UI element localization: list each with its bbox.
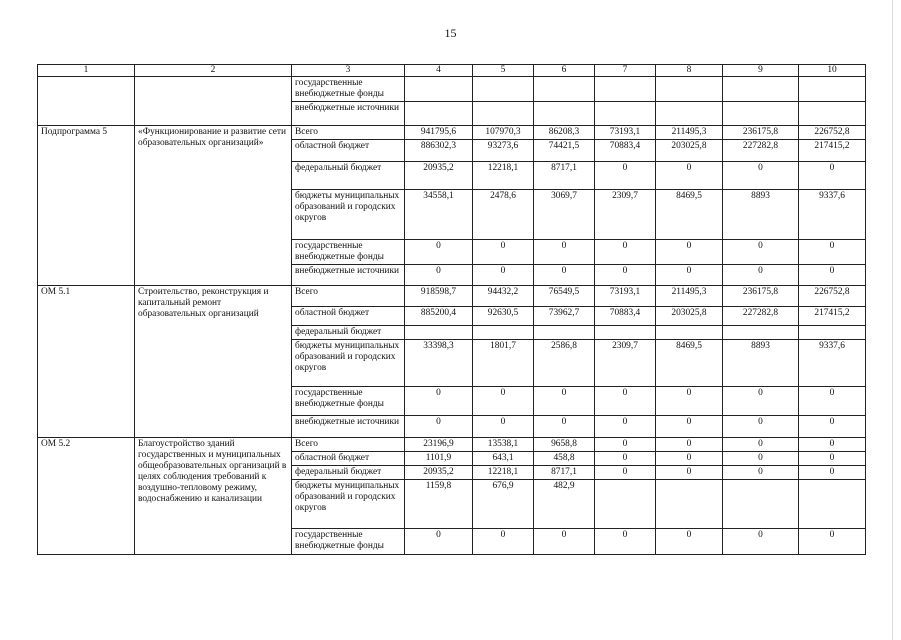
- amount-cell: 0: [723, 466, 799, 480]
- amount-cell: 0: [405, 529, 473, 555]
- amount-cell: 458,8: [534, 452, 595, 466]
- amount-cell: 0: [595, 387, 656, 416]
- amount-cell: [473, 326, 534, 340]
- amount-cell: 0: [534, 416, 595, 438]
- amount-cell: 73193,1: [595, 126, 656, 140]
- column-header: 3: [292, 65, 405, 77]
- budget-table: [37, 64, 866, 555]
- amount-cell: 211495,3: [656, 126, 723, 140]
- column-header: 4: [405, 65, 473, 77]
- amount-cell: 23196,9: [405, 438, 473, 452]
- funding-source-cell: областной бюджет: [292, 307, 405, 326]
- amount-cell: 8717,1: [534, 162, 595, 190]
- amount-cell: 0: [799, 387, 866, 416]
- amount-cell: [656, 102, 723, 126]
- amount-cell: [595, 326, 656, 340]
- table-row: [38, 77, 866, 102]
- amount-cell: 70883,4: [595, 307, 656, 326]
- amount-cell: 2586,8: [534, 340, 595, 387]
- program-code-cell: Подпрограмма 5: [38, 126, 135, 286]
- amount-cell: [723, 102, 799, 126]
- amount-cell: 886302,3: [405, 140, 473, 162]
- amount-cell: 0: [595, 265, 656, 286]
- column-header: 7: [595, 65, 656, 77]
- amount-cell: 0: [405, 240, 473, 265]
- amount-cell: 482,9: [534, 480, 595, 529]
- amount-cell: 0: [656, 387, 723, 416]
- amount-cell: 941795,6: [405, 126, 473, 140]
- amount-cell: 0: [473, 387, 534, 416]
- amount-cell: 86208,3: [534, 126, 595, 140]
- amount-cell: [799, 102, 866, 126]
- header-row: [38, 65, 866, 77]
- funding-source-cell: областной бюджет: [292, 140, 405, 162]
- amount-cell: [534, 77, 595, 102]
- amount-cell: 226752,8: [799, 126, 866, 140]
- amount-cell: 8717,1: [534, 466, 595, 480]
- amount-cell: [405, 102, 473, 126]
- amount-cell: [799, 326, 866, 340]
- amount-cell: 918598,7: [405, 286, 473, 307]
- table-row: [38, 438, 866, 452]
- funding-source-cell: внебюджетные источники: [292, 265, 405, 286]
- amount-cell: 0: [534, 387, 595, 416]
- amount-cell: 0: [723, 387, 799, 416]
- amount-cell: 1101,9: [405, 452, 473, 466]
- program-code-cell: ОМ 5.2: [38, 438, 135, 555]
- amount-cell: 203025,8: [656, 307, 723, 326]
- page-number: 15: [444, 26, 457, 40]
- amount-cell: 227282,8: [723, 140, 799, 162]
- column-header: 2: [135, 65, 292, 77]
- funding-source-cell: государственные внебюджетные фонды: [292, 77, 405, 102]
- amount-cell: 0: [723, 265, 799, 286]
- column-header: 6: [534, 65, 595, 77]
- funding-source-cell: областной бюджет: [292, 452, 405, 466]
- amount-cell: 0: [405, 416, 473, 438]
- amount-cell: 0: [473, 240, 534, 265]
- page-edge-line: [892, 0, 893, 640]
- amount-cell: [723, 326, 799, 340]
- amount-cell: 93273,6: [473, 140, 534, 162]
- amount-cell: 9337,6: [799, 190, 866, 240]
- amount-cell: 0: [723, 240, 799, 265]
- amount-cell: 0: [656, 162, 723, 190]
- amount-cell: 70883,4: [595, 140, 656, 162]
- amount-cell: 0: [656, 265, 723, 286]
- funding-source-cell: бюджеты муниципальных образований и городских округов: [292, 480, 405, 529]
- amount-cell: 0: [656, 438, 723, 452]
- amount-cell: [534, 326, 595, 340]
- column-header: 9: [723, 65, 799, 77]
- column-header: 8: [656, 65, 723, 77]
- amount-cell: 0: [405, 265, 473, 286]
- amount-cell: 0: [595, 416, 656, 438]
- amount-cell: 0: [799, 162, 866, 190]
- funding-source-cell: Всего: [292, 438, 405, 452]
- amount-cell: [723, 77, 799, 102]
- amount-cell: 211495,3: [656, 286, 723, 307]
- amount-cell: 1801,7: [473, 340, 534, 387]
- amount-cell: 227282,8: [723, 307, 799, 326]
- funding-source-cell: федеральный бюджет: [292, 162, 405, 190]
- funding-source-cell: внебюджетные источники: [292, 416, 405, 438]
- amount-cell: 676,9: [473, 480, 534, 529]
- funding-source-cell: федеральный бюджет: [292, 466, 405, 480]
- amount-cell: 73193,1: [595, 286, 656, 307]
- amount-cell: 74421,5: [534, 140, 595, 162]
- amount-cell: 20935,2: [405, 466, 473, 480]
- amount-cell: 643,1: [473, 452, 534, 466]
- amount-cell: 0: [405, 387, 473, 416]
- amount-cell: 76549,5: [534, 286, 595, 307]
- amount-cell: 0: [799, 452, 866, 466]
- amount-cell: 8469,5: [656, 190, 723, 240]
- column-header: 10: [799, 65, 866, 77]
- amount-cell: 0: [799, 265, 866, 286]
- amount-cell: 0: [656, 466, 723, 480]
- amount-cell: 0: [799, 438, 866, 452]
- amount-cell: [405, 77, 473, 102]
- funding-source-cell: государственные внебюджетные фонды: [292, 387, 405, 416]
- amount-cell: [595, 480, 656, 529]
- amount-cell: 2309,7: [595, 190, 656, 240]
- amount-cell: 3069,7: [534, 190, 595, 240]
- program-name-cell: «Функционирование и развитие сети образовательных организаций»: [135, 126, 292, 286]
- amount-cell: 0: [723, 416, 799, 438]
- amount-cell: 203025,8: [656, 140, 723, 162]
- funding-source-cell: бюджеты муниципальных образований и городских округов: [292, 190, 405, 240]
- funding-source-cell: Всего: [292, 286, 405, 307]
- amount-cell: 0: [595, 452, 656, 466]
- amount-cell: [405, 326, 473, 340]
- amount-cell: 20935,2: [405, 162, 473, 190]
- amount-cell: 8893: [723, 190, 799, 240]
- column-header: 5: [473, 65, 534, 77]
- amount-cell: 236175,8: [723, 286, 799, 307]
- column-header: 1: [38, 65, 135, 77]
- amount-cell: [534, 102, 595, 126]
- amount-cell: 2309,7: [595, 340, 656, 387]
- amount-cell: [656, 326, 723, 340]
- amount-cell: 0: [473, 265, 534, 286]
- amount-cell: [595, 102, 656, 126]
- amount-cell: 1159,8: [405, 480, 473, 529]
- amount-cell: 0: [595, 240, 656, 265]
- amount-cell: 0: [723, 452, 799, 466]
- amount-cell: 107970,3: [473, 126, 534, 140]
- funding-source-cell: федеральный бюджет: [292, 326, 405, 340]
- program-name-cell: [135, 77, 292, 126]
- amount-cell: 8893: [723, 340, 799, 387]
- program-name-cell: Строительство, реконструкция и капитальный ремонт образовательных организаций: [135, 286, 292, 438]
- amount-cell: [595, 77, 656, 102]
- amount-cell: 0: [473, 529, 534, 555]
- amount-cell: 9337,6: [799, 340, 866, 387]
- amount-cell: [656, 77, 723, 102]
- amount-cell: 217415,2: [799, 140, 866, 162]
- amount-cell: 0: [799, 466, 866, 480]
- amount-cell: 0: [656, 240, 723, 265]
- table-body: [38, 65, 866, 555]
- amount-cell: 0: [595, 162, 656, 190]
- amount-cell: 0: [595, 529, 656, 555]
- amount-cell: 0: [723, 162, 799, 190]
- funding-source-cell: внебюджетные источники: [292, 102, 405, 126]
- table-row: [38, 286, 866, 307]
- amount-cell: 13538,1: [473, 438, 534, 452]
- amount-cell: 34558,1: [405, 190, 473, 240]
- funding-source-cell: государственные внебюджетные фонды: [292, 240, 405, 265]
- amount-cell: 8469,5: [656, 340, 723, 387]
- amount-cell: 0: [534, 240, 595, 265]
- amount-cell: 0: [799, 240, 866, 265]
- amount-cell: 9658,8: [534, 438, 595, 452]
- amount-cell: 0: [799, 416, 866, 438]
- table-row: [38, 126, 866, 140]
- amount-cell: [473, 77, 534, 102]
- amount-cell: 0: [473, 416, 534, 438]
- amount-cell: 0: [595, 466, 656, 480]
- amount-cell: 94432,2: [473, 286, 534, 307]
- program-code-cell: ОМ 5.1: [38, 286, 135, 438]
- amount-cell: [799, 480, 866, 529]
- amount-cell: 73962,7: [534, 307, 595, 326]
- amount-cell: 0: [723, 529, 799, 555]
- amount-cell: 92630,5: [473, 307, 534, 326]
- amount-cell: 0: [534, 529, 595, 555]
- amount-cell: 0: [799, 529, 866, 555]
- program-name-cell: Благоустройство зданий государственных и муниципальных общеобразовательных организаций в целях соблюдения требований к воздушно-тепловому режиму, водоснабжению и канализации: [135, 438, 292, 555]
- amount-cell: 226752,8: [799, 286, 866, 307]
- amount-cell: 236175,8: [723, 126, 799, 140]
- amount-cell: [473, 102, 534, 126]
- funding-source-cell: Всего: [292, 126, 405, 140]
- funding-source-cell: государственные внебюджетные фонды: [292, 529, 405, 555]
- amount-cell: [723, 480, 799, 529]
- amount-cell: [656, 480, 723, 529]
- amount-cell: 0: [656, 452, 723, 466]
- amount-cell: 0: [656, 529, 723, 555]
- amount-cell: 885200,4: [405, 307, 473, 326]
- program-code-cell: [38, 77, 135, 126]
- amount-cell: 0: [534, 265, 595, 286]
- amount-cell: [799, 77, 866, 102]
- amount-cell: 217415,2: [799, 307, 866, 326]
- amount-cell: 2478,6: [473, 190, 534, 240]
- amount-cell: 0: [656, 416, 723, 438]
- amount-cell: 12218,1: [473, 466, 534, 480]
- funding-source-cell: бюджеты муниципальных образований и городских округов: [292, 340, 405, 387]
- amount-cell: 12218,1: [473, 162, 534, 190]
- amount-cell: 33398,3: [405, 340, 473, 387]
- amount-cell: 0: [595, 438, 656, 452]
- amount-cell: 0: [723, 438, 799, 452]
